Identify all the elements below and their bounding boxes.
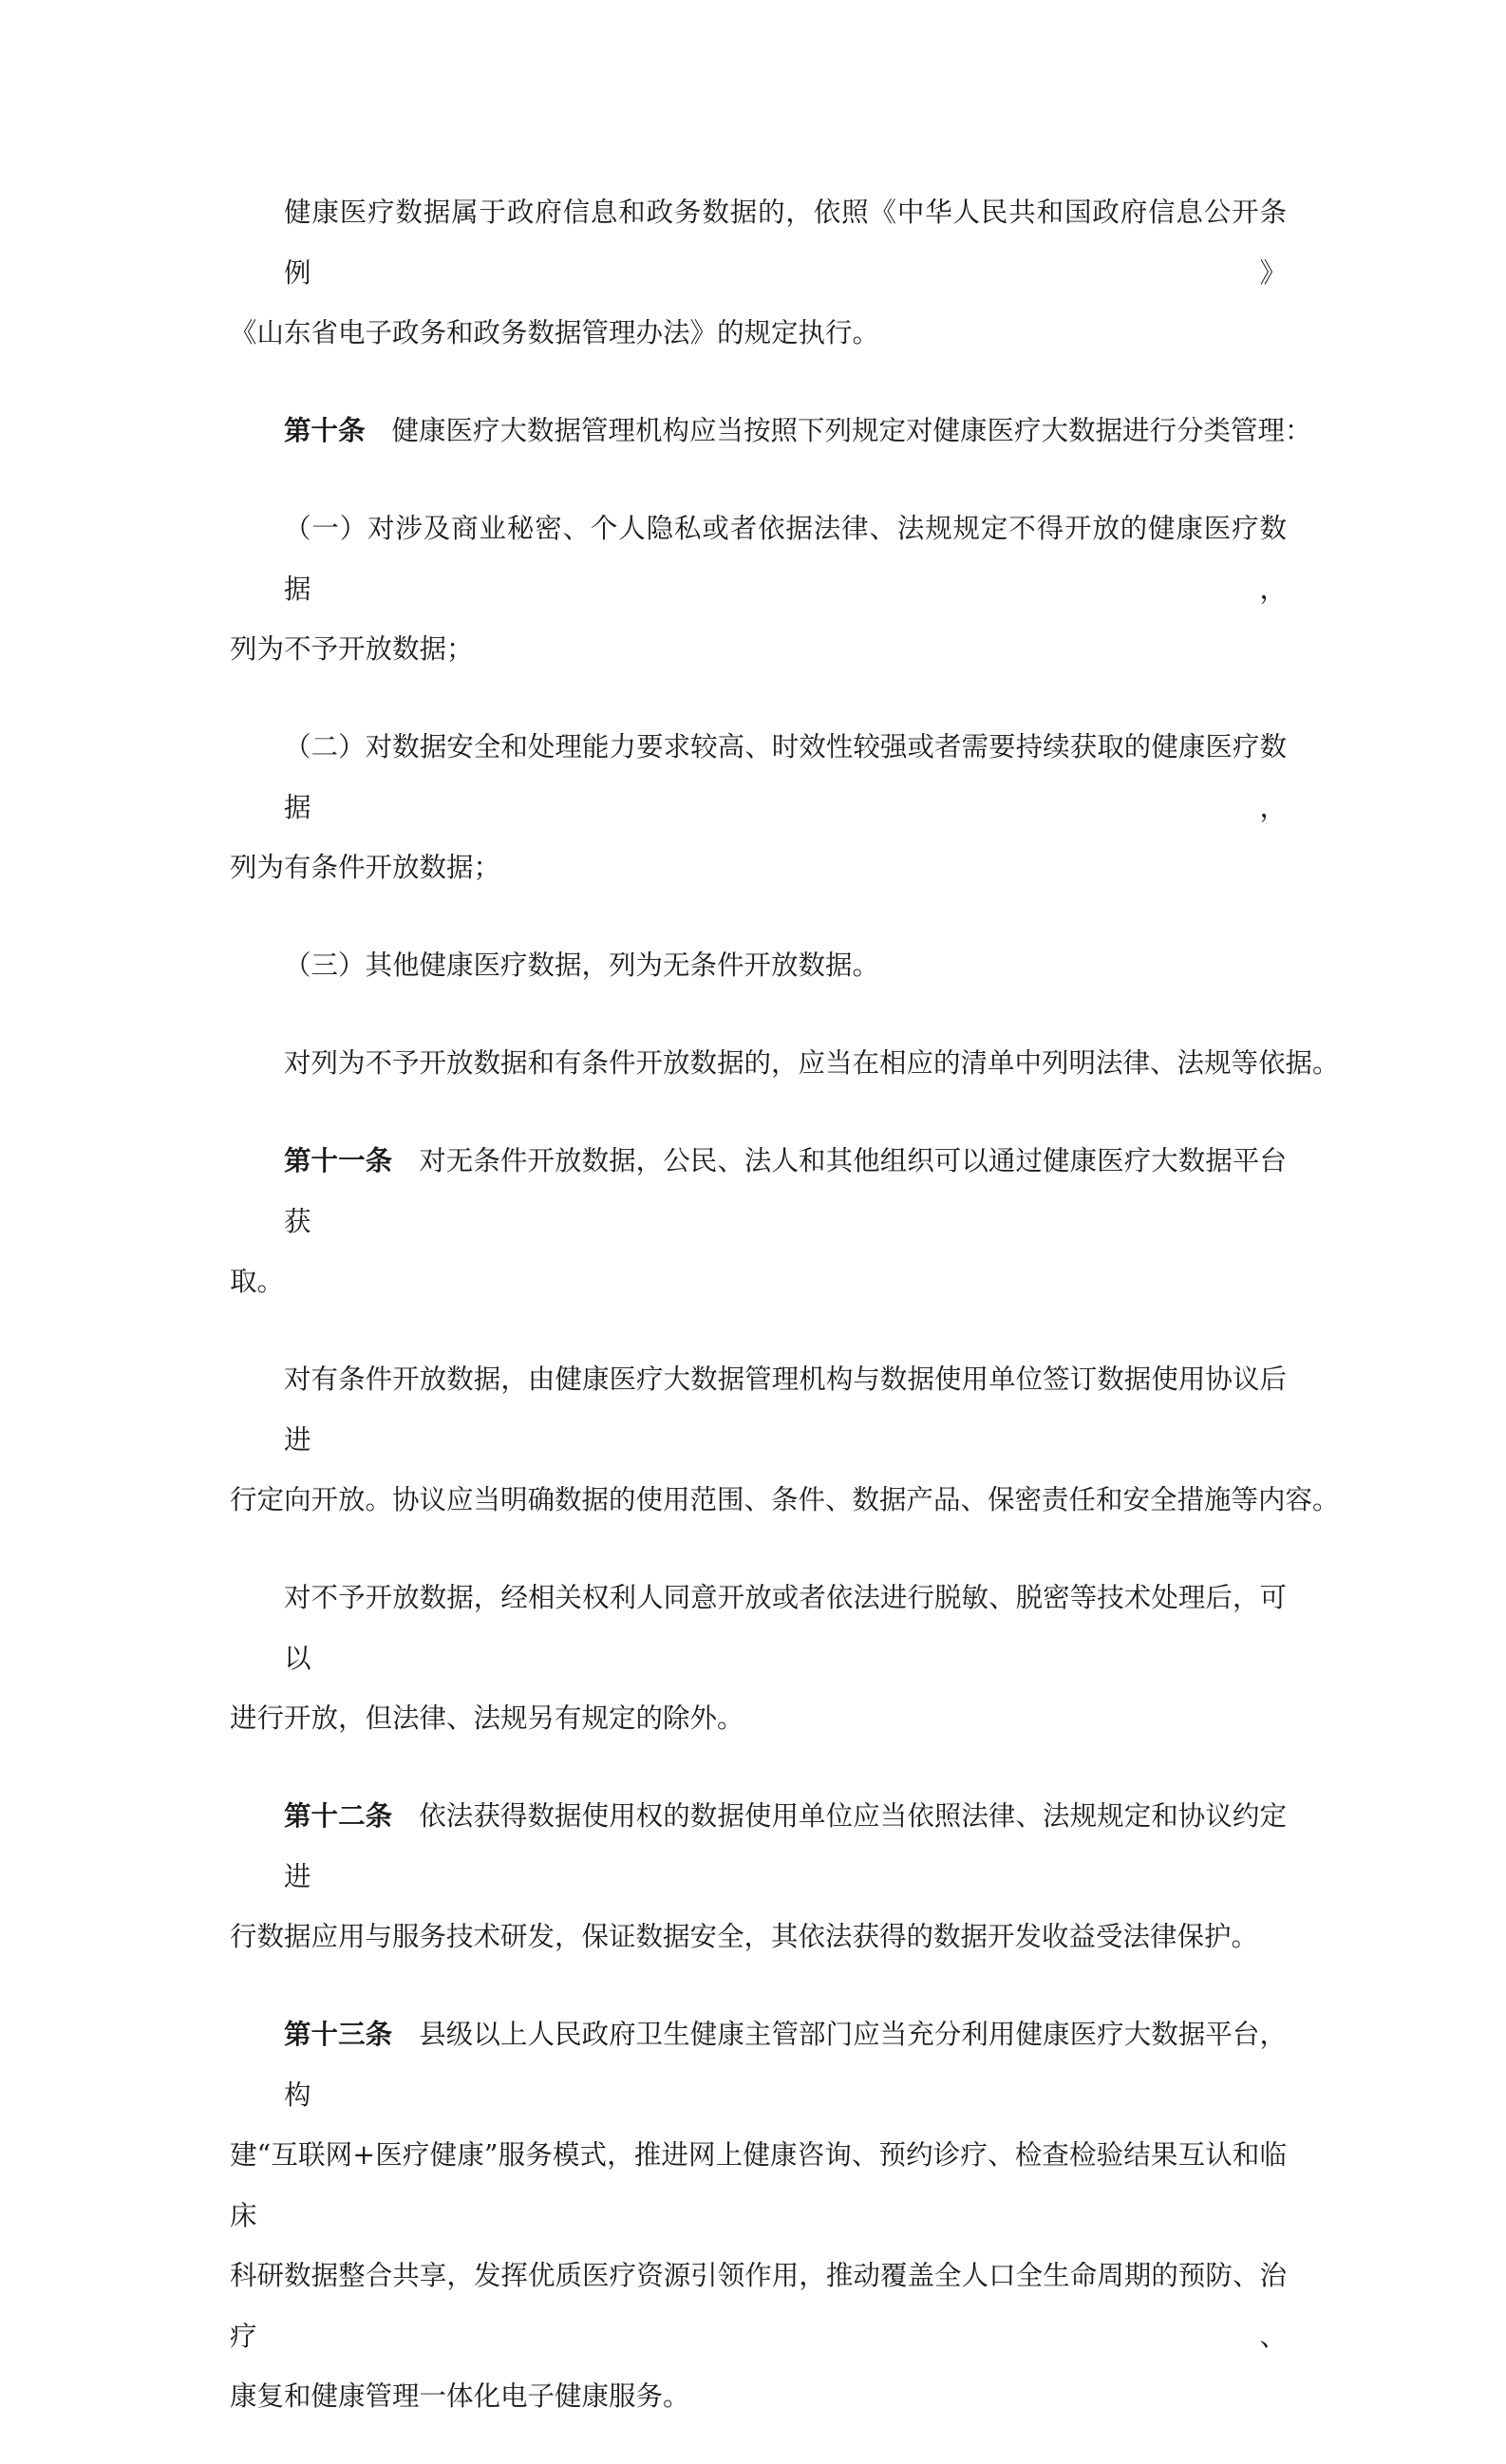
- paragraph: [230, 1568, 1287, 1749]
- paragraph: [230, 1349, 1340, 1531]
- article-heading: 第十二条: [284, 1799, 393, 1832]
- article-paragraph: [230, 1131, 1287, 1312]
- line-text: 对列为不予开放数据和有条件开放数据的，应当在相应的清单中列明法律、法规等依据。: [284, 1047, 1340, 1079]
- line-text: （一）对涉及商业秘密、个人隐私或者依据法律、法规规定不得开放的健康医疗数据，: [284, 513, 1287, 605]
- text-line: [230, 1131, 1287, 1251]
- paragraph: [230, 935, 1287, 996]
- text-line: [230, 2004, 1287, 2125]
- text-line: [230, 1786, 1287, 1907]
- text-line: [230, 837, 1287, 898]
- line-text: 健康医疗大数据管理机构应当按照下列规定对健康医疗大数据进行分类管理：: [391, 415, 1312, 446]
- article-heading: 第十条: [284, 414, 366, 446]
- line-text: 建“互联网+医疗健康”服务模式，推进网上健康咨询、预约诊疗、检查检验结果互认和临床: [230, 2139, 1287, 2231]
- line-text: 取。: [230, 1266, 285, 1297]
- line-text: 康复和健康管理一体化电子健康服务。: [230, 2380, 690, 2412]
- paragraph: [230, 498, 1287, 680]
- line-text: 对不予开放数据，经相关权利人同意开放或者依法进行脱敏、脱密等技术处理后，可以: [284, 1582, 1287, 1674]
- article-paragraph: [230, 2004, 1287, 2427]
- line-text: 《山东省电子政务和政务数据管理办法》的规定执行。: [230, 317, 880, 348]
- line-text: 健康医疗数据属于政府信息和政务数据的，依照《中华人民共和国政府信息公开条例》: [284, 197, 1287, 289]
- line-text: 对无条件开放数据，公民、法人和其他组织可以通过健康医疗大数据平台获: [284, 1145, 1287, 1237]
- text-line: [230, 2246, 1287, 2366]
- text-line: [230, 401, 1312, 461]
- text-line: [230, 935, 1287, 996]
- article-paragraph: [230, 401, 1312, 461]
- line-text: （三）其他健康医疗数据，列为无条件开放数据。: [284, 950, 880, 981]
- text-line: [230, 717, 1287, 837]
- line-text: 列为不予开放数据；: [230, 633, 474, 665]
- text-line: [230, 2125, 1287, 2246]
- line-text: 行数据应用与服务技术研发，保证数据安全，其依法获得的数据开发收益受法律保护。: [230, 1921, 1259, 1952]
- text-line: [230, 182, 1287, 303]
- text-line: [230, 1349, 1287, 1470]
- article-paragraph: [230, 1786, 1287, 1967]
- text-line: [230, 1907, 1287, 1967]
- text-line: [230, 498, 1287, 619]
- line-text: （二）对数据安全和处理能力要求较高、时效性较强或者需要持续获取的健康医疗数据，: [284, 731, 1287, 823]
- line-text: 科研数据整合共享，发挥优质医疗资源引领作用，推动覆盖全人口全生命周期的预防、治疗、: [230, 2260, 1287, 2352]
- line-text: 行定向开放。协议应当明确数据的使用范围、条件、数据产品、保密责任和安全措施等内容。: [230, 1484, 1340, 1515]
- text-line: [230, 1033, 1340, 1094]
- paragraph: [230, 717, 1287, 898]
- line-text: 对有条件开放数据，由健康医疗大数据管理机构与数据使用单位签订数据使用协议后进: [284, 1364, 1287, 1456]
- paragraph: [230, 182, 1287, 364]
- line-text: 进行开放，但法律、法规另有规定的除外。: [230, 1702, 744, 1734]
- text-line: [230, 1568, 1287, 1688]
- article-heading: 第十三条: [284, 2018, 393, 2050]
- paragraph: [230, 1033, 1340, 1094]
- article-heading: 第十一条: [284, 1144, 393, 1176]
- line-text: 县级以上人民政府卫生健康主管部门应当充分利用健康医疗大数据平台，构: [284, 2019, 1287, 2111]
- text-line: [230, 1470, 1340, 1531]
- text-line: [230, 619, 1287, 680]
- text-line: [230, 1688, 1287, 1749]
- line-text: 列为有条件开放数据；: [230, 852, 501, 883]
- text-line: [230, 2366, 1287, 2427]
- document-body: [230, 182, 1340, 2464]
- text-line: [230, 303, 1287, 364]
- line-text: 依法获得数据使用权的数据使用单位应当依照法律、法规规定和协议约定进: [284, 1800, 1287, 1892]
- text-line: [230, 1251, 1287, 1312]
